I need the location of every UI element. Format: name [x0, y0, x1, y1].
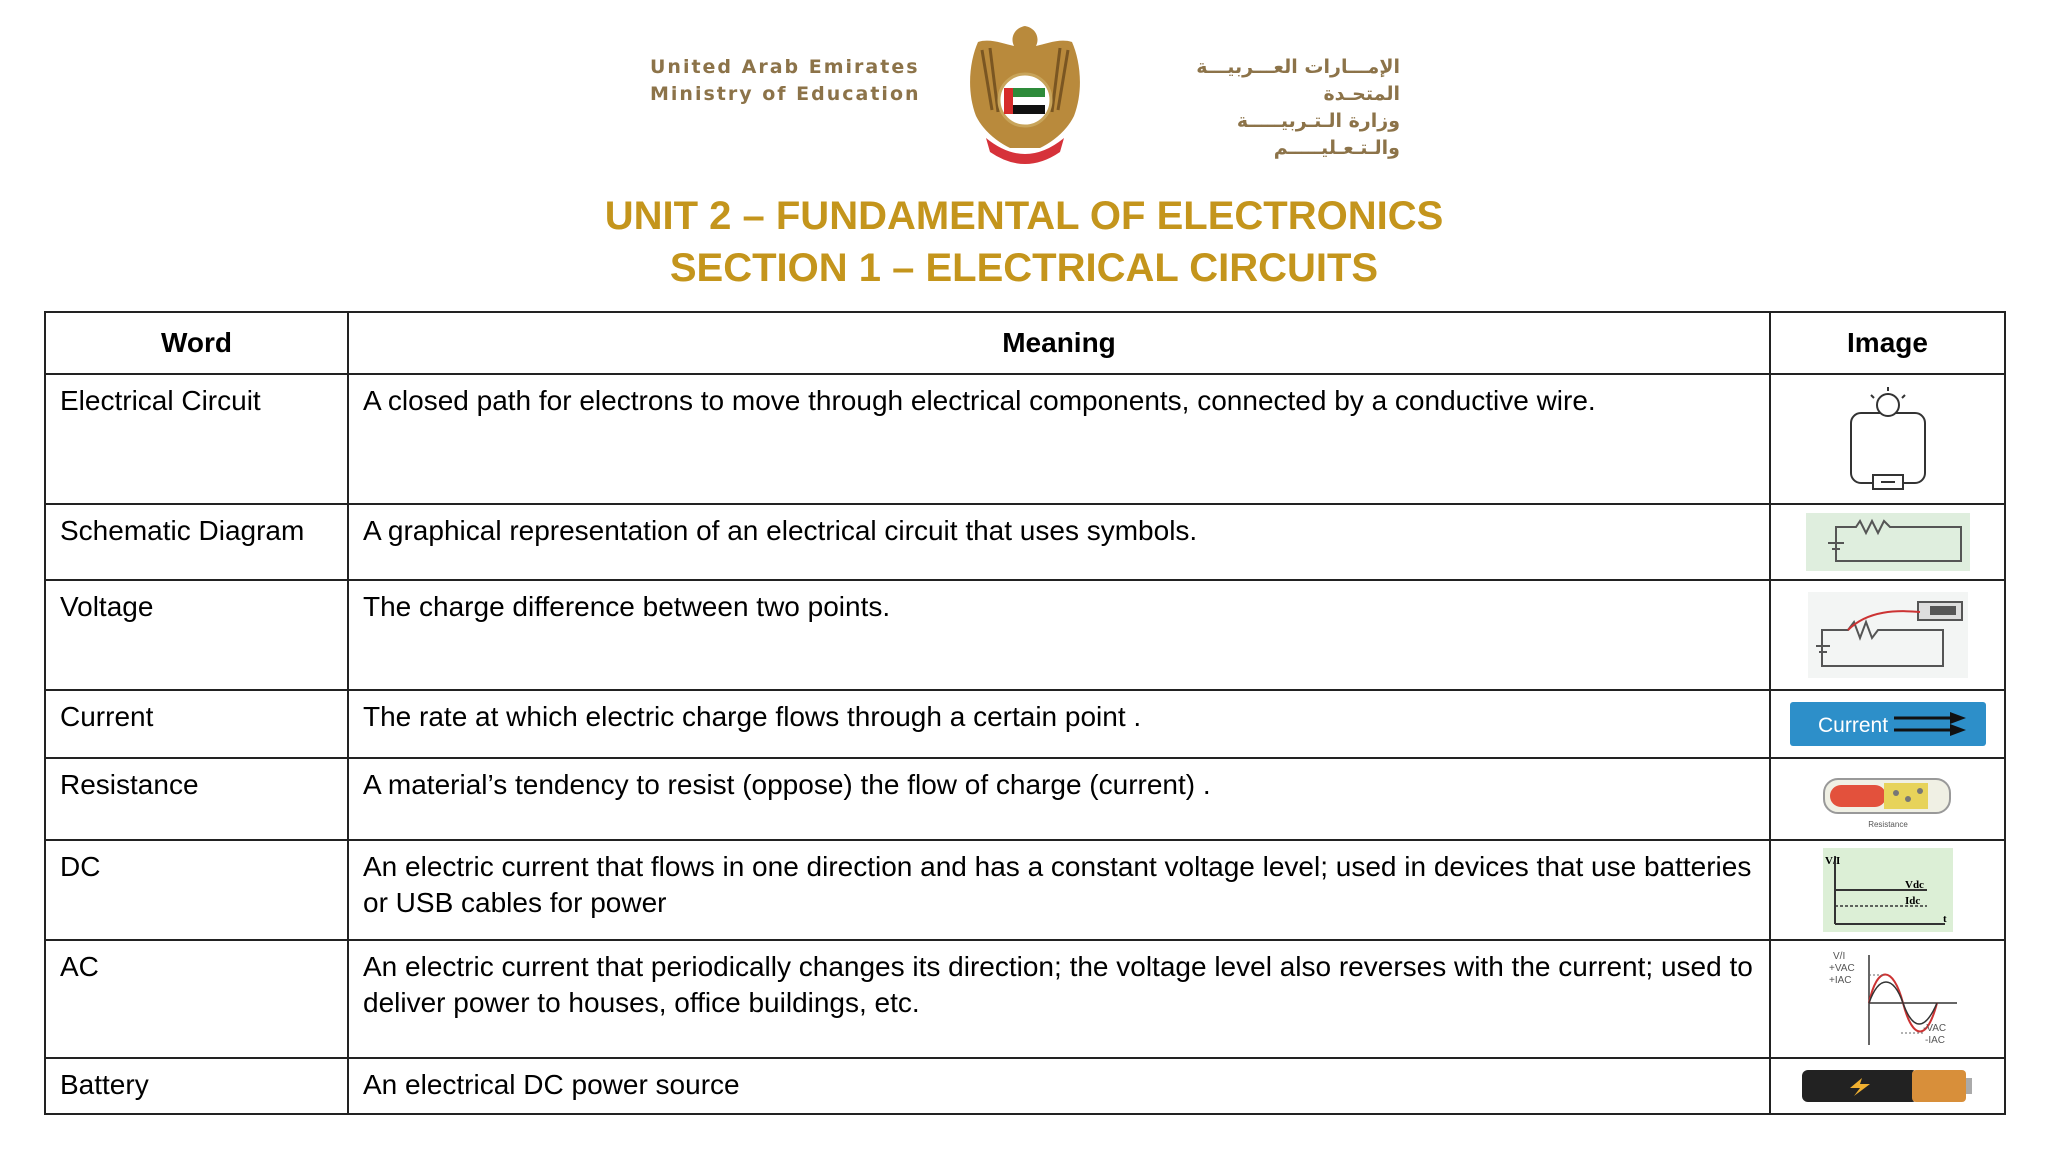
unit-title: UNIT 2 – FUNDAMENTAL OF ELECTRONICS [604, 194, 1444, 238]
svg-text:+VAC: +VAC [1828, 963, 1855, 974]
table-row [45, 1058, 2005, 1114]
dc-graph-icon [1823, 848, 1953, 932]
ac-graph-icon [1813, 947, 1963, 1051]
battery-icon [1802, 1066, 1974, 1106]
schematic-icon [1806, 513, 1970, 571]
table-header-row [45, 312, 2005, 374]
vocabulary-table [44, 311, 2006, 1115]
svg-text:t: t [1942, 913, 1947, 925]
ministry-header [0, 14, 2048, 174]
svg-text:+IAC: +IAC [1828, 975, 1852, 986]
resistance-label: Resistance [1867, 820, 1908, 829]
page-title [0, 190, 2048, 294]
ministry-name-arabic: الإمـــارات العـــربيـــة المتحـدة وزارة الـتـربيـــــة والـتـعـليـــــم [1196, 56, 1400, 159]
current-arrows-icon [1790, 702, 1986, 746]
table-row [45, 840, 2005, 940]
current-label: Current [1817, 714, 1888, 737]
word-cell: DC [45, 840, 348, 940]
voltmeter-circuit-icon [1808, 592, 1968, 678]
table-row [45, 758, 2005, 840]
word-cell: Battery [45, 1058, 348, 1114]
table-row [45, 374, 2005, 504]
word-cell: Schematic Diagram [45, 504, 348, 580]
section-title: SECTION 1 – ELECTRICAL CIRCUITS [669, 246, 1379, 290]
word-cell: Current [45, 690, 348, 758]
meaning-cell: An electrical DC power source [348, 1058, 1770, 1114]
table-row [45, 690, 2005, 758]
table-row [45, 504, 2005, 580]
column-header-image: Image [1770, 312, 2005, 374]
table-row [45, 940, 2005, 1058]
word-cell: Resistance [45, 758, 348, 840]
column-header-word: Word [45, 312, 348, 374]
svg-text:V/I: V/I [1824, 855, 1840, 867]
table-row [45, 580, 2005, 690]
svg-text:V/I: V/I [1832, 951, 1845, 962]
meaning-cell: A graphical representation of an electrical circuit that uses symbols. [348, 504, 1770, 580]
meaning-cell: The charge difference between two points. [348, 580, 1770, 690]
word-cell: AC [45, 940, 348, 1058]
ministry-name-english: United Arab Emirates Ministry of Education [650, 56, 921, 105]
svg-text:-IAC: -IAC [1924, 1035, 1945, 1046]
circuit-bulb-icon [1833, 383, 1943, 495]
column-header-meaning: Meaning [348, 312, 1770, 374]
meaning-cell: The rate at which electric charge flows through a certain point . [348, 690, 1770, 758]
svg-text:Vdc: Vdc [1904, 879, 1924, 891]
uae-emblem-icon [952, 20, 1098, 172]
svg-text:Idc: Idc [1904, 895, 1920, 907]
meaning-cell: A closed path for electrons to move through electrical components, connected by a conductive wire. [348, 374, 1770, 504]
svg-text:-VAC: -VAC [1922, 1023, 1946, 1034]
word-cell: Electrical Circuit [45, 374, 348, 504]
meaning-cell: An electric current that periodically changes its direction; the voltage level also reverses with the current; used to deliver power to houses, office buildings, etc. [348, 940, 1770, 1058]
meaning-cell: An electric current that flows in one direction and has a constant voltage level; used in devices that use batteries or USB cables for power [348, 840, 1770, 940]
meaning-cell: A material’s tendency to resist (oppose) the flow of charge (current) . [348, 758, 1770, 840]
word-cell: Voltage [45, 580, 348, 690]
resistance-icon [1822, 767, 1954, 831]
